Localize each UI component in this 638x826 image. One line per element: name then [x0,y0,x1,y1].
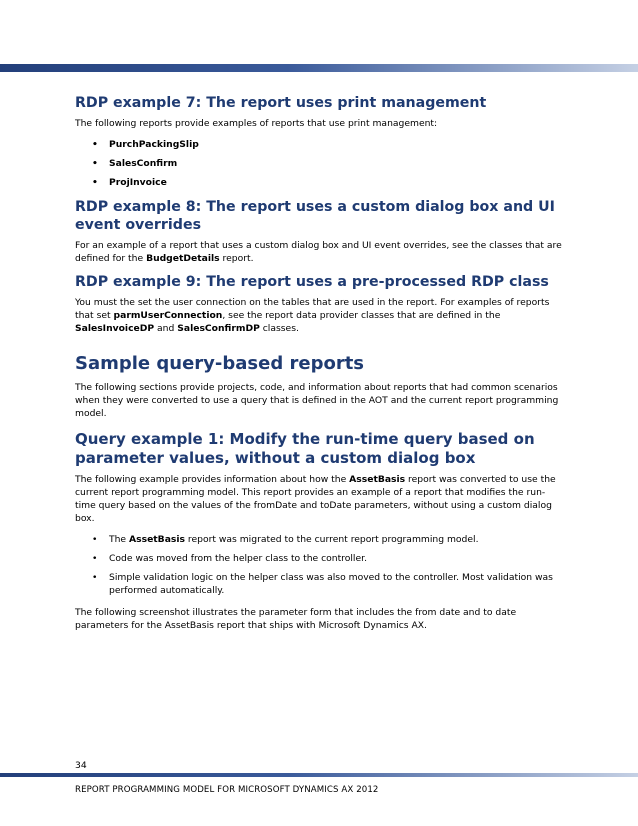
list-item-label: Code was moved from the helper class to the controller. [109,553,367,564]
page-number: 34 [75,760,87,771]
class-name: BudgetDetails [146,253,220,264]
list-item [75,533,565,546]
print-management-list [75,138,565,189]
bullet-icon: • [92,553,98,564]
text-run: You must the set the user connection on the tables that are used in the report. For examples of reports that set [75,297,550,321]
header-rule [0,64,638,72]
list-item [75,571,565,597]
list-item-label: Simple validation logic on the helper class was also moved to the controller. Most validation was performed automatically. [109,572,553,596]
text-run: report was converted to use the current report programming model. This report provides an example of a report that modifies the run-time query based on the values of the fromDate and toDate parameters, without using a custom dialog box. [75,474,556,524]
text-run: and [154,323,178,334]
text-run: The following example provides information about how the [75,474,350,485]
rdp-example-8-heading: RDP example 8: The report uses a custom dialog box and UI event overrides [75,199,555,233]
text-run: report. [219,253,254,264]
sample-query-heading: Sample query-based reports [75,353,365,374]
list-item [75,157,565,170]
list-item-label: PurchPackingSlip [109,139,199,150]
list-item [75,138,565,151]
report-name: AssetBasis [349,474,406,485]
text-run: classes. [259,323,299,334]
bullet-icon: • [92,158,98,169]
bullet-icon: • [92,139,98,150]
footer-rule [0,773,638,777]
class-name: SalesConfirmDP [177,323,260,334]
bullet-icon: • [92,534,98,545]
method-name: parmUserConnection [113,310,223,321]
query-example-1-closing: The following screenshot illustrates the parameter form that includes the from date and to date parameters for the AssetBasis report that ships with Microsoft Dynamics AX. [75,607,517,631]
text-run: The [109,534,130,545]
query-example-1-list [75,533,565,597]
report-name: AssetBasis [129,534,185,545]
rdp-example-7-heading: RDP example 7: The report uses print management [75,95,487,111]
list-item-label: SalesConfirm [109,158,178,169]
footer-title: REPORT PROGRAMMING MODEL FOR MICROSOFT DYNAMICS AX 2012 [75,785,379,795]
text-run: , see the report data provider classes that are defined in the [222,310,501,321]
class-name: SalesInvoiceDP [75,323,155,334]
list-item [75,176,565,189]
list-item-label: ProjInvoice [109,177,167,188]
sample-query-text: The following sections provide projects, code, and information about reports that had common scenarios when they were converted to use a query that is defined in the AOT and the current report programming model. [75,382,559,419]
query-example-1-heading: Query example 1: Modify the run-time query based on parameter values, without a custom dialog box [75,430,535,467]
bullet-icon: • [92,177,98,188]
bullet-icon: • [92,572,98,583]
page-content [75,94,565,640]
rdp-example-9-text [75,296,565,335]
text-run: report was migrated to the current report programming model. [184,534,479,545]
list-item [75,552,565,565]
query-example-1-text [75,473,565,525]
text-run: For an example of a report that uses a custom dialog box and UI event overrides, see the classes that are defined for the [75,240,562,264]
rdp-example-8-text [75,239,565,265]
rdp-example-7-text: The following reports provide examples of reports that use print management: [75,118,438,129]
rdp-example-9-heading: RDP example 9: The report uses a pre-processed RDP class [75,274,549,290]
